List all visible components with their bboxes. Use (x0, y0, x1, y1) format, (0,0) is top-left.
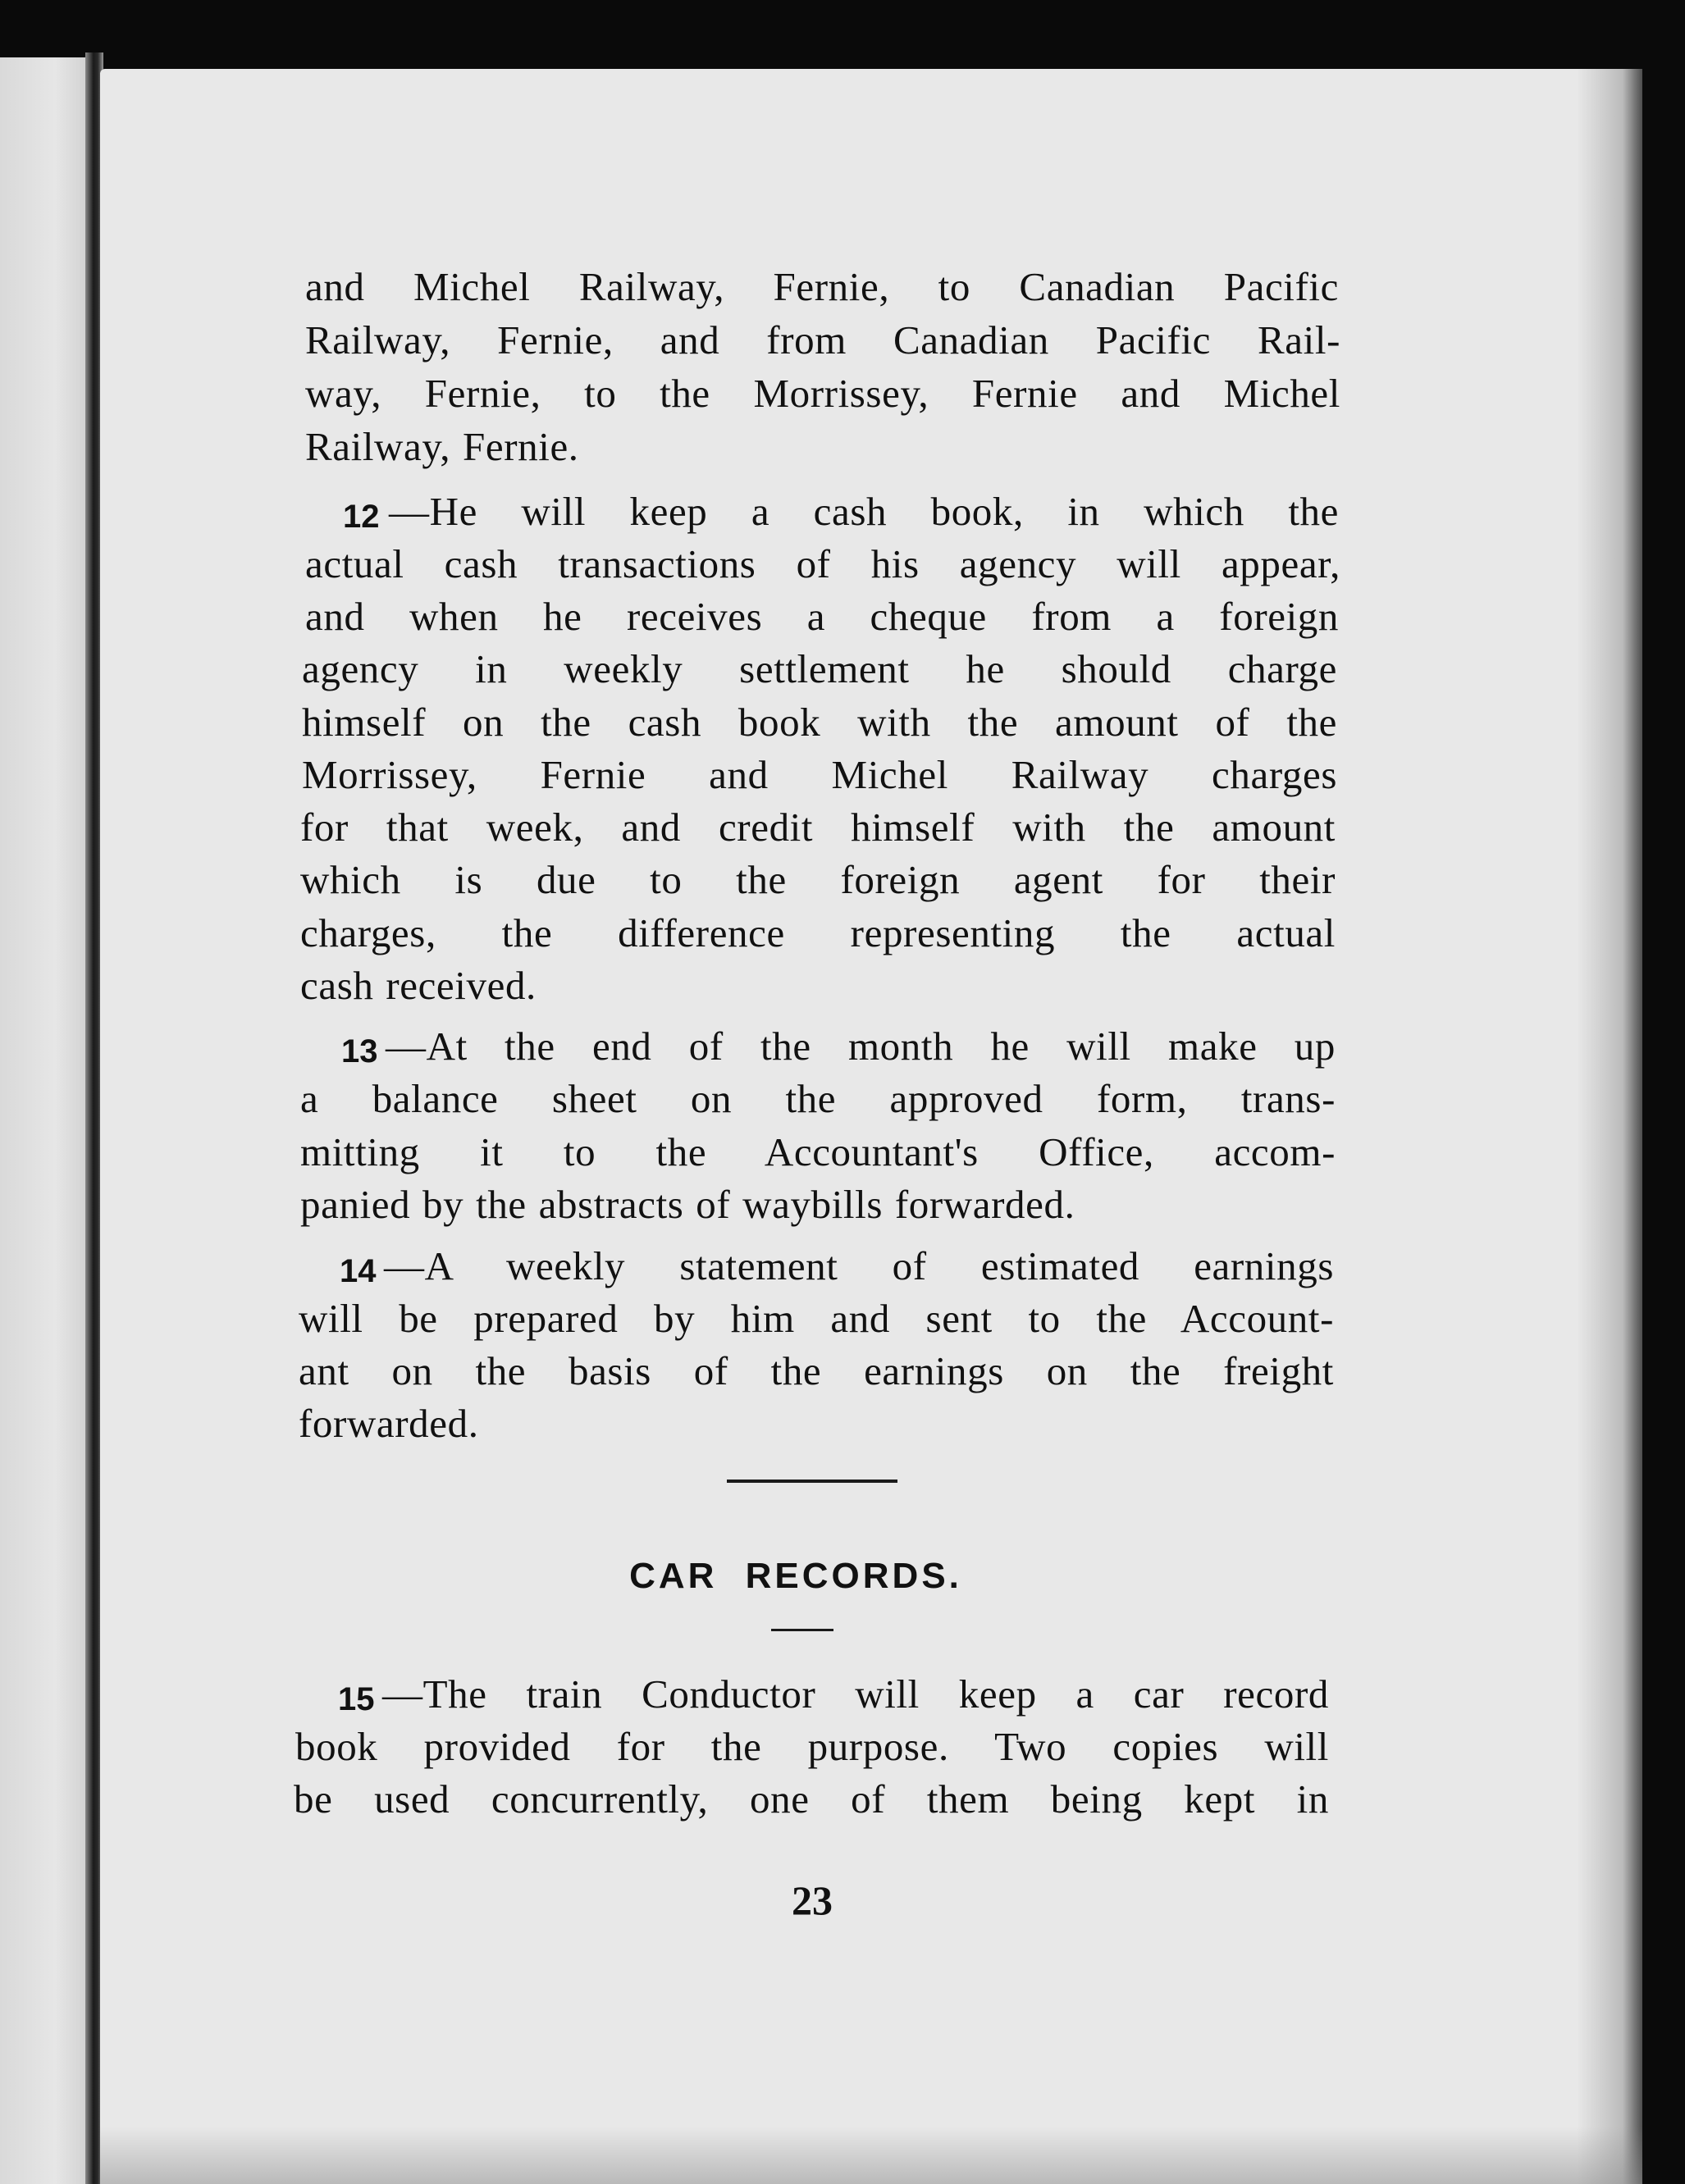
text-line: be used concurrently, one of them being kept in (294, 1776, 1329, 1822)
section-divider (727, 1480, 897, 1483)
text-line: and when he receives a cheque from a foreign (305, 594, 1339, 639)
text-line: —At the end of the month he will make up (386, 1024, 1336, 1069)
text-line: ant on the basis of the earnings on the freight (299, 1348, 1334, 1393)
page-bottom-shadow (100, 2127, 1642, 2184)
heading-underline (771, 1629, 833, 1631)
text-line: Railway, Fernie, and from Canadian Pacific Rail- (305, 317, 1340, 362)
text-line: Morrissey, Fernie and Michel Railway charges (302, 752, 1337, 797)
paragraph-number: 13 (341, 1033, 378, 1069)
page-edge-shadow (1577, 69, 1642, 2184)
text-line: actual cash transactions of his agency will appear, (305, 541, 1340, 586)
paragraph-number: 14 (340, 1253, 377, 1289)
text-line: mitting it to the Accountant's Office, accom- (300, 1129, 1336, 1174)
text-line: will be prepared by him and sent to the Account- (299, 1296, 1334, 1341)
text-line: Railway, Fernie. (305, 424, 579, 469)
text-line: a balance sheet on the approved form, trans- (300, 1076, 1336, 1121)
text-line: way, Fernie, to the Morrissey, Fernie and Michel (305, 371, 1340, 416)
text-line: forwarded. (299, 1401, 479, 1446)
text-line: agency in weekly settlement he should charge (302, 646, 1337, 691)
text-line: and Michel Railway, Fernie, to Canadian Pacific (305, 264, 1339, 309)
page-number: 23 (792, 1877, 833, 1923)
paragraph-number: 15 (338, 1681, 375, 1717)
text-line: charges, the difference representing the actual (300, 910, 1336, 955)
text-line: cash received. (300, 963, 537, 1008)
text-line: for that week, and credit himself with the amount (300, 805, 1336, 850)
text-line: —He will keep a cash book, in which the (389, 489, 1339, 534)
text-line: —A weekly statement of estimated earnings (384, 1243, 1334, 1288)
previous-page-edge (0, 57, 92, 2184)
text-line: which is due to the foreign agent for their (300, 857, 1336, 902)
section-heading-container (574, 1556, 1017, 1597)
text-line: panied by the abstracts of waybills forwarded. (300, 1182, 1075, 1227)
text-line: book provided for the purpose. Two copies will (295, 1724, 1329, 1769)
text-line: —The train Conductor will keep a car record (382, 1671, 1329, 1717)
paragraph-number: 12 (343, 499, 380, 535)
section-heading: CAR RECORDS. (629, 1556, 962, 1596)
text-line: himself on the cash book with the amount of the (302, 700, 1337, 745)
